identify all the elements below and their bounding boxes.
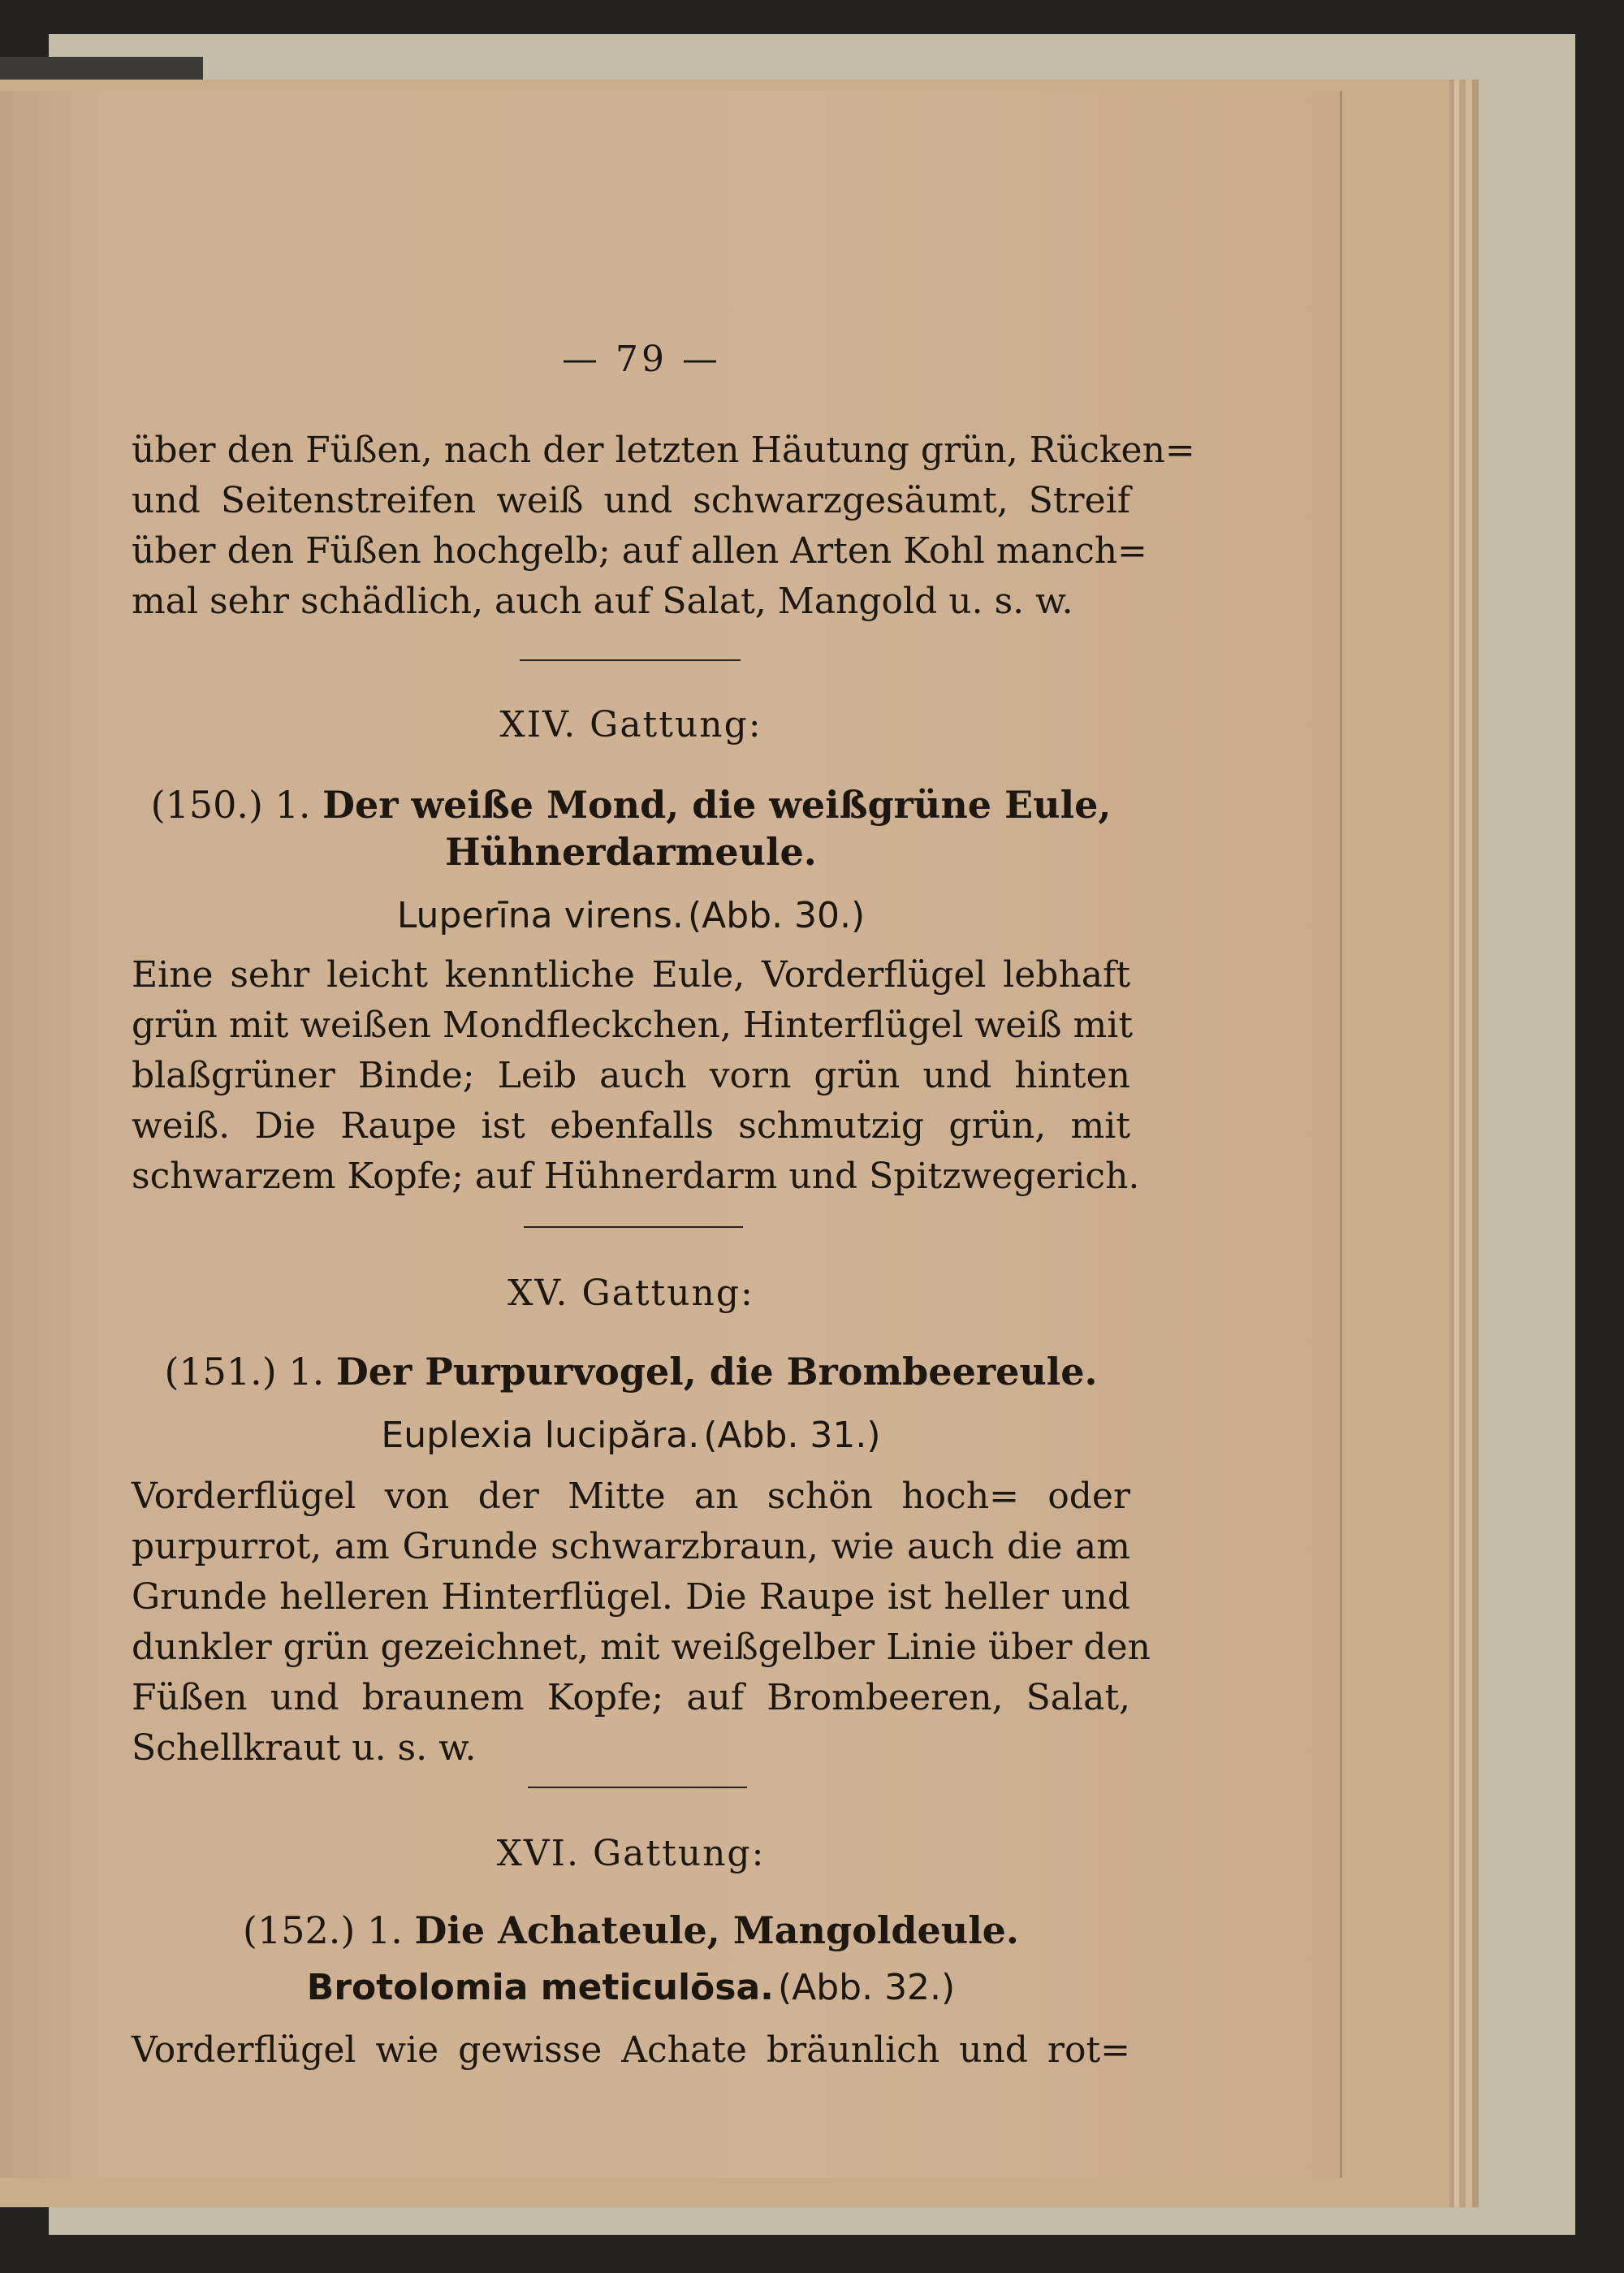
latin-name-line bbox=[132, 895, 1130, 936]
page-number: — 79 — bbox=[562, 339, 721, 380]
text-line: Vorderflügel von der Mitte an schön hoch= oder bbox=[132, 1476, 1130, 1517]
genus-heading: XVI. Gattung: bbox=[496, 1833, 766, 1874]
section-divider bbox=[528, 1787, 747, 1788]
text-line: purpurrot, am Grunde schwarzbraun, wie auch die am bbox=[132, 1526, 1130, 1567]
text-line: Eine sehr leicht kenntliche Eule, Vorderflügel lebhaft bbox=[132, 954, 1130, 996]
species-heading bbox=[132, 1908, 1130, 1952]
description-paragraph bbox=[132, 2025, 1130, 2076]
latin-name: Brotolomia meticulōsa. bbox=[306, 1967, 774, 2008]
species-heading-continued bbox=[132, 830, 1130, 874]
text-line: schwarzem Kopfe; auf Hühnerdarm und Spitzwegerich. bbox=[132, 1156, 1140, 1197]
description-paragraph bbox=[132, 1471, 1151, 1774]
text-line: Füßen und braunem Kopfe; auf Brombeeren, Salat, bbox=[132, 1677, 1130, 1718]
latin-name: Euplexia lucipăra. bbox=[381, 1415, 700, 1456]
latin-name-line bbox=[132, 1415, 1130, 1456]
text-line: mal sehr schädlich, auch auf Salat, Mangold u. s. w. bbox=[132, 581, 1073, 622]
figure-reference: (Abb. 31.) bbox=[703, 1415, 881, 1456]
genus-heading: XIV. Gattung: bbox=[499, 704, 762, 745]
species-number: (150.) 1. bbox=[150, 783, 311, 827]
text-line: Grunde helleren Hinterflügel. Die Raupe ist heller und bbox=[132, 1576, 1130, 1618]
species-number: (151.) 1. bbox=[164, 1350, 325, 1394]
section-divider bbox=[524, 1226, 743, 1228]
figure-reference: (Abb. 30.) bbox=[687, 895, 866, 936]
page-text bbox=[0, 91, 1340, 2178]
latin-name-line bbox=[132, 1967, 1130, 2008]
species-name: Der Purpurvogel, die Brombeereule. bbox=[335, 1350, 1098, 1394]
text-line: weiß. Die Raupe ist ebenfalls schmutzig grün, mit bbox=[132, 1105, 1130, 1147]
section-divider bbox=[520, 659, 741, 661]
species-name-continued: Hühnerdarmeule. bbox=[445, 830, 817, 874]
species-name: Der weiße Mond, die weißgrüne Eule, bbox=[322, 783, 1112, 827]
description-paragraph bbox=[132, 950, 1140, 1202]
figure-reference: (Abb. 32.) bbox=[777, 1967, 956, 2008]
species-heading bbox=[132, 783, 1130, 827]
species-number: (152.) 1. bbox=[243, 1908, 403, 1952]
text-line: Vorderflügel wie gewisse Achate bräunlich und rot= bbox=[132, 2029, 1130, 2071]
text-line: und Seitenstreifen weiß und schwarzgesäumt, Streif bbox=[132, 480, 1130, 521]
latin-name: Luperīna virens. bbox=[396, 895, 684, 936]
book-page bbox=[0, 91, 1342, 2178]
text-line: dunkler grün gezeichnet, mit weißgelber Linie über den bbox=[132, 1627, 1151, 1668]
text-line: blaßgrüner Binde; Leib auch vorn grün und hinten bbox=[132, 1055, 1130, 1096]
genus-heading: XV. Gattung: bbox=[508, 1273, 754, 1314]
text-line: über den Füßen, nach der letzten Häutung grün, Rücken= bbox=[132, 430, 1195, 471]
text-line: über den Füßen hochgelb; auf allen Arten Kohl manch= bbox=[132, 530, 1147, 572]
text-line: Schellkraut u. s. w. bbox=[132, 1727, 477, 1769]
intro-paragraph bbox=[132, 426, 1195, 627]
text-line: grün mit weißen Mondfleckchen, Hinterflügel weiß mit bbox=[132, 1005, 1134, 1046]
species-heading bbox=[132, 1350, 1130, 1394]
species-name: Die Achateule, Mangoldeule. bbox=[414, 1908, 1019, 1952]
